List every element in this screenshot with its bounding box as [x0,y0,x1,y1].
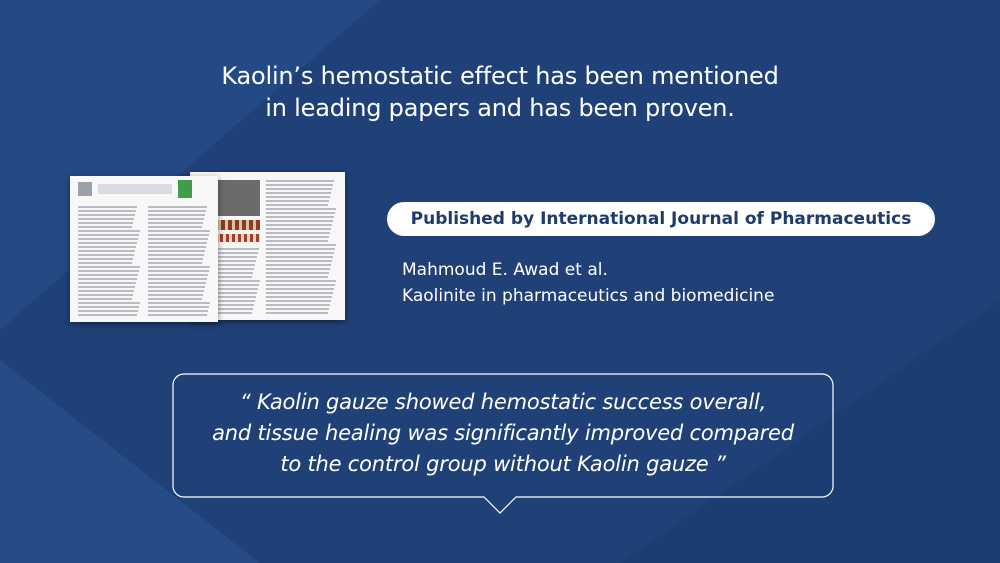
quote-line-2: and tissue healing was significantly improved compared [212,421,794,445]
quote-line-3: to the control group without Kaolin gauze ” [280,452,726,476]
publisher-badge: Published by International Journal of Pharmaceutics [387,202,935,236]
quote-line-1: “ Kaolin gauze showed hemostatic success overall, [239,390,767,414]
headline-line-2: in leading papers and has been proven. [265,94,735,122]
quote-text [174,387,832,480]
headline-line-1: Kaolin’s hemostatic effect has been mentioned [221,62,779,90]
citation-title: Kaolinite in pharmaceutics and biomedicine [402,286,775,306]
citation-authors: Mahmoud E. Awad et al. [402,260,608,280]
